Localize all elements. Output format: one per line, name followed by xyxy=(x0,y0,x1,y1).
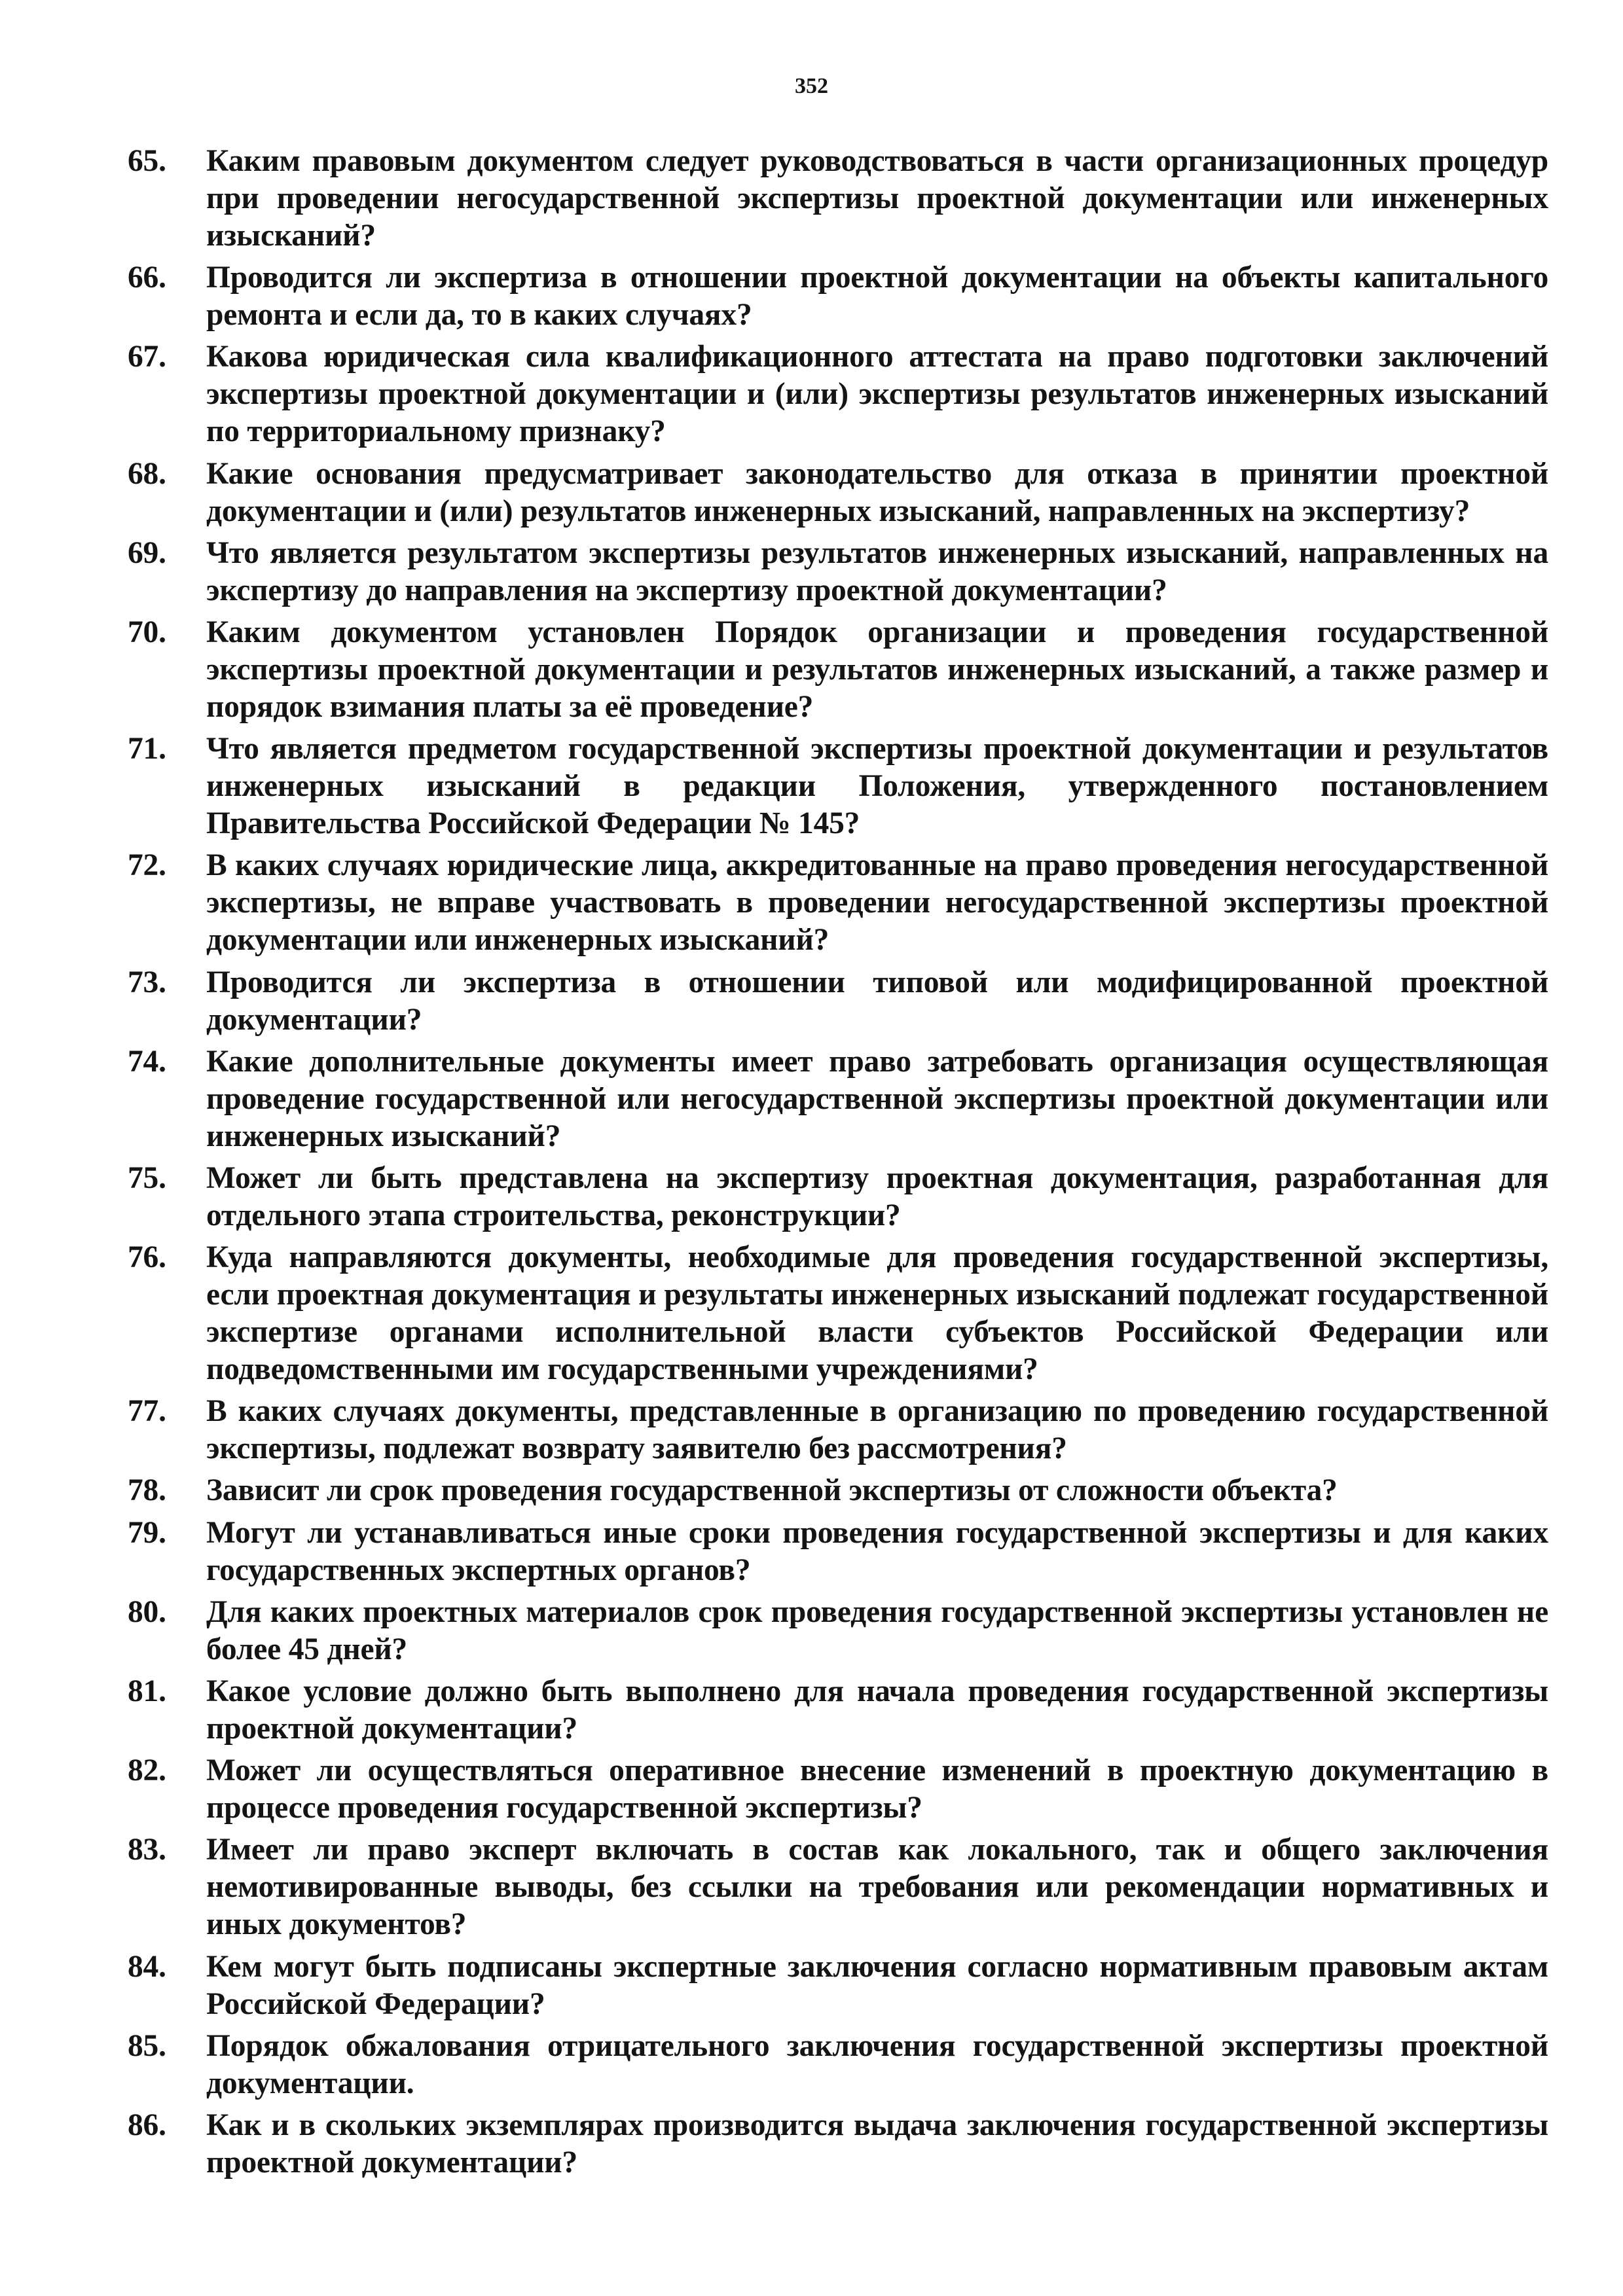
question-text: Кем могут быть подписаны экспертные заключения согласно нормативным правовым актам Российской Федерации? xyxy=(206,1949,1548,2021)
question-number: 70. xyxy=(128,615,166,649)
question-text: Для каких проектных материалов срок проведения государственной экспертизы установлен не более 45 дней? xyxy=(206,1594,1548,1666)
question-number: 85. xyxy=(128,2028,166,2063)
question-number: 72. xyxy=(128,848,166,883)
question-number: 74. xyxy=(128,1044,166,1079)
question-item xyxy=(128,1393,1548,1467)
question-text: Проводится ли экспертиза в отношении типовой или модифицированной проектной документации? xyxy=(206,965,1548,1037)
question-number: 71. xyxy=(128,732,166,766)
question-list xyxy=(128,143,1548,2186)
question-item xyxy=(128,2107,1548,2181)
question-item xyxy=(128,456,1548,530)
question-item xyxy=(128,1239,1548,1388)
question-text: Каким документом установлен Порядок организации и проведения государственной экспертизы проектной документации и результатов инженерных изысканий, а также размер и порядок взимания платы за её проведение? xyxy=(206,615,1548,724)
question-number: 76. xyxy=(128,1240,166,1275)
question-number: 69. xyxy=(128,535,166,570)
question-item xyxy=(128,614,1548,726)
question-number: 81. xyxy=(128,1674,166,1708)
question-text: В каких случаях документы, представленные в организацию по проведению государственной экспертизы, подлежат возврату заявителю без рассмотрения? xyxy=(206,1394,1548,1466)
question-text: Какие дополнительные документы имеет право затребовать организация осуществляющая проведение государственной или негосударственной экспертизы проектной документации или инженерных изысканий? xyxy=(206,1044,1548,1153)
question-text: В каких случаях юридические лица, аккредитованные на право проведения негосударственной экспертизы, не вправе участвовать в проведении негосударственной экспертизы проектной документации или инженерных изысканий? xyxy=(206,848,1548,958)
question-item xyxy=(128,1948,1548,2023)
question-item xyxy=(128,1160,1548,1234)
question-number: 80. xyxy=(128,1594,166,1629)
question-item xyxy=(128,259,1548,334)
question-item xyxy=(128,1752,1548,1827)
question-text: Какова юридическая сила квалификационного аттестата на право подготовки заключений экспертизы проектной документации и (или) экспертизы результатов инженерных изысканий по территориальному признаку? xyxy=(206,340,1548,449)
question-number: 73. xyxy=(128,965,166,999)
question-text: Что является предметом государственной экспертизы проектной документации и результатов инженерных изысканий в редакции Положения, утвержденного постановлением Правительства Российской Федерации № 145? xyxy=(206,732,1548,841)
question-item xyxy=(128,535,1548,609)
question-number: 84. xyxy=(128,1949,166,1984)
question-text: Как и в скольких экземплярах производится выдача заключения государственной экспертизы проектной документации? xyxy=(206,2108,1548,2179)
question-item xyxy=(128,1043,1548,1155)
question-item xyxy=(128,338,1548,450)
question-text: Какое условие должно быть выполнено для начала проведения государственной экспертизы проектной документации? xyxy=(206,1674,1548,1746)
question-text: Могут ли устанавливаться иные сроки проведения государственной экспертизы и для каких государственных экспертных органов? xyxy=(206,1515,1548,1587)
question-item xyxy=(128,1831,1548,1943)
page-number: 352 xyxy=(795,74,828,98)
question-number: 83. xyxy=(128,1833,166,1867)
question-text: Зависит ли срок проведения государственной экспертизы от сложности объекта? xyxy=(206,1473,1338,1508)
question-number: 79. xyxy=(128,1515,166,1550)
question-text: Порядок обжалования отрицательного заключения государственной экспертизы проектной документации. xyxy=(206,2028,1548,2100)
question-number: 77. xyxy=(128,1394,166,1429)
question-item xyxy=(128,1472,1548,1509)
question-number: 86. xyxy=(128,2108,166,2142)
question-text: Имеет ли право эксперт включать в состав как локального, так и общего заключения немотивированные выводы, без ссылки на требования или рекомендации нормативных и иных документов? xyxy=(206,1833,1548,1942)
question-text: Каким правовым документом следует руководствоваться в части организационных процедур при проведении негосударственной экспертизы проектной документации или инженерных изысканий? xyxy=(206,144,1548,253)
question-item xyxy=(128,847,1548,959)
question-text: Может ли осуществляться оперативное внесение изменений в проектную документацию в процессе проведения государственной экспертизы? xyxy=(206,1753,1548,1825)
question-text: Может ли быть представлена на экспертизу проектная документация, разработанная для отдельного этапа строительства, реконструкции? xyxy=(206,1160,1548,1232)
question-item xyxy=(128,1515,1548,1589)
question-number: 67. xyxy=(128,340,166,374)
question-item xyxy=(128,1594,1548,1668)
question-item xyxy=(128,730,1548,842)
question-number: 66. xyxy=(128,260,166,295)
question-item xyxy=(128,1673,1548,1748)
question-number: 82. xyxy=(128,1753,166,1788)
question-number: 68. xyxy=(128,456,166,491)
question-number: 65. xyxy=(128,144,166,178)
question-item xyxy=(128,2028,1548,2102)
question-number: 75. xyxy=(128,1160,166,1195)
question-item xyxy=(128,143,1548,255)
question-item xyxy=(128,964,1548,1039)
question-text: Куда направляются документы, необходимые для проведения государственной экспертизы, если проектная документация и результаты инженерных изысканий подлежат государственной экспертизе органами исполнительной власти субъектов Российской Федерации или подведомственными им государственными учреждениями? xyxy=(206,1240,1548,1387)
question-text: Какие основания предусматривает законодательство для отказа в принятии проектной документации и (или) результатов инженерных изысканий, направленных на экспертизу? xyxy=(206,456,1548,528)
question-text: Что является результатом экспертизы результатов инженерных изысканий, направленных на экспертизу до направления на экспертизу проектной документации? xyxy=(206,535,1548,607)
question-number: 78. xyxy=(128,1473,166,1508)
question-text: Проводится ли экспертиза в отношении проектной документации на объекты капитального ремонта и если да, то в каких случаях? xyxy=(206,260,1548,332)
